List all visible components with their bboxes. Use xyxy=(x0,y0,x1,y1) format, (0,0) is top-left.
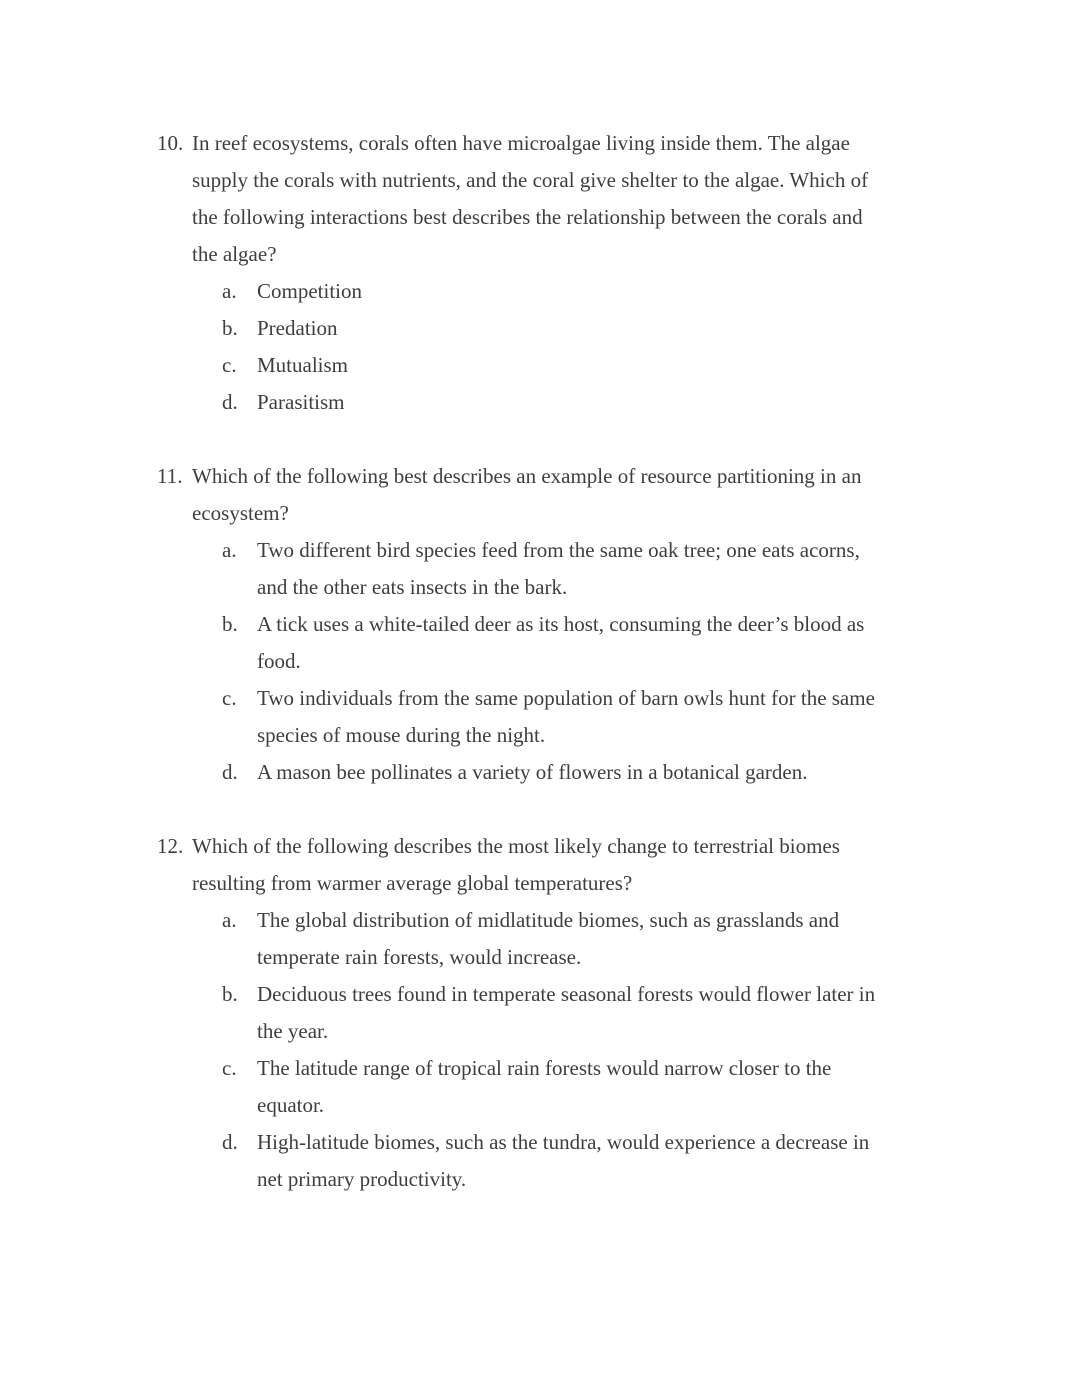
option-text-line: temperate rain forests, would increase. xyxy=(257,945,582,969)
option-letter: a. xyxy=(222,279,237,303)
question-stem xyxy=(192,458,960,532)
answer-option xyxy=(222,976,960,1050)
option-text xyxy=(257,976,960,1050)
option-letter: d. xyxy=(222,760,238,784)
option-letter: a. xyxy=(222,538,237,562)
question-stem xyxy=(192,125,960,273)
option-list xyxy=(192,902,960,1198)
stem-line: the following interactions best describes the relationship between the corals and xyxy=(192,205,863,229)
question-stem xyxy=(192,828,960,902)
option-text xyxy=(257,273,960,310)
question xyxy=(157,125,960,421)
option-text-line: Deciduous trees found in temperate seasonal forests would flower later in xyxy=(257,982,876,1006)
option-text-line: and the other eats insects in the bark. xyxy=(257,575,568,599)
option-text xyxy=(257,384,960,421)
option-letter: b. xyxy=(222,612,238,636)
option-letter: c. xyxy=(222,686,237,710)
option-text xyxy=(257,347,960,384)
question-body xyxy=(192,458,960,791)
option-letter: d. xyxy=(222,390,238,414)
option-text-line: Mutualism xyxy=(257,353,349,377)
option-text-line: equator. xyxy=(257,1093,325,1117)
option-text-line: A tick uses a white-tailed deer as its host, consuming the deer’s blood as xyxy=(257,612,865,636)
answer-option xyxy=(222,1124,960,1198)
question-list xyxy=(157,125,960,1198)
stem-line: ecosystem? xyxy=(192,501,289,525)
option-letter: b. xyxy=(222,982,238,1006)
option-text xyxy=(257,902,960,976)
option-text xyxy=(257,532,960,606)
answer-option xyxy=(222,754,960,791)
answer-option xyxy=(222,902,960,976)
stem-line: the algae? xyxy=(192,242,277,266)
answer-option xyxy=(222,606,960,680)
option-text-line: Two different bird species feed from the same oak tree; one eats acorns, xyxy=(257,538,860,562)
option-text-line: Competition xyxy=(257,279,362,303)
option-text-line: Parasitism xyxy=(257,390,345,414)
option-letter: a. xyxy=(222,908,237,932)
answer-option xyxy=(222,1050,960,1124)
option-text xyxy=(257,680,960,754)
option-text-line: The global distribution of midlatitude biomes, such as grasslands and xyxy=(257,908,840,932)
answer-option xyxy=(222,347,960,384)
question xyxy=(157,458,960,791)
option-text xyxy=(257,1124,960,1198)
answer-option xyxy=(222,680,960,754)
option-text xyxy=(257,1050,960,1124)
stem-line: resulting from warmer average global temperatures? xyxy=(192,871,633,895)
option-text-line: the year. xyxy=(257,1019,329,1043)
question-body xyxy=(192,828,960,1198)
option-letter: b. xyxy=(222,316,238,340)
option-list xyxy=(192,532,960,791)
question-body xyxy=(192,125,960,421)
option-letter: c. xyxy=(222,1056,237,1080)
option-text-line: High-latitude biomes, such as the tundra, would experience a decrease in xyxy=(257,1130,870,1154)
option-text-line: net primary productivity. xyxy=(257,1167,467,1191)
option-list xyxy=(192,273,960,421)
option-text-line: Two individuals from the same population of barn owls hunt for the same xyxy=(257,686,875,710)
question-number: 10. xyxy=(157,131,184,155)
stem-line: In reef ecosystems, corals often have microalgae living inside them. The algae xyxy=(192,131,850,155)
stem-line: supply the corals with nutrients, and the coral give shelter to the algae. Which of xyxy=(192,168,869,192)
option-text xyxy=(257,606,960,680)
option-text xyxy=(257,754,960,791)
answer-option xyxy=(222,273,960,310)
option-letter: d. xyxy=(222,1130,238,1154)
option-text xyxy=(257,310,960,347)
answer-option xyxy=(222,384,960,421)
option-text-line: food. xyxy=(257,649,301,673)
option-letter: c. xyxy=(222,353,237,377)
option-text-line: The latitude range of tropical rain forests would narrow closer to the xyxy=(257,1056,832,1080)
question xyxy=(157,828,960,1198)
stem-line: Which of the following describes the most likely change to terrestrial biomes xyxy=(192,834,840,858)
question-number: 12. xyxy=(157,834,184,858)
option-text-line: Predation xyxy=(257,316,338,340)
option-text-line: A mason bee pollinates a variety of flowers in a botanical garden. xyxy=(257,760,808,784)
answer-option xyxy=(222,310,960,347)
stem-line: Which of the following best describes an example of resource partitioning in an xyxy=(192,464,862,488)
question-number: 11. xyxy=(157,464,183,488)
option-text-line: species of mouse during the night. xyxy=(257,723,546,747)
answer-option xyxy=(222,532,960,606)
